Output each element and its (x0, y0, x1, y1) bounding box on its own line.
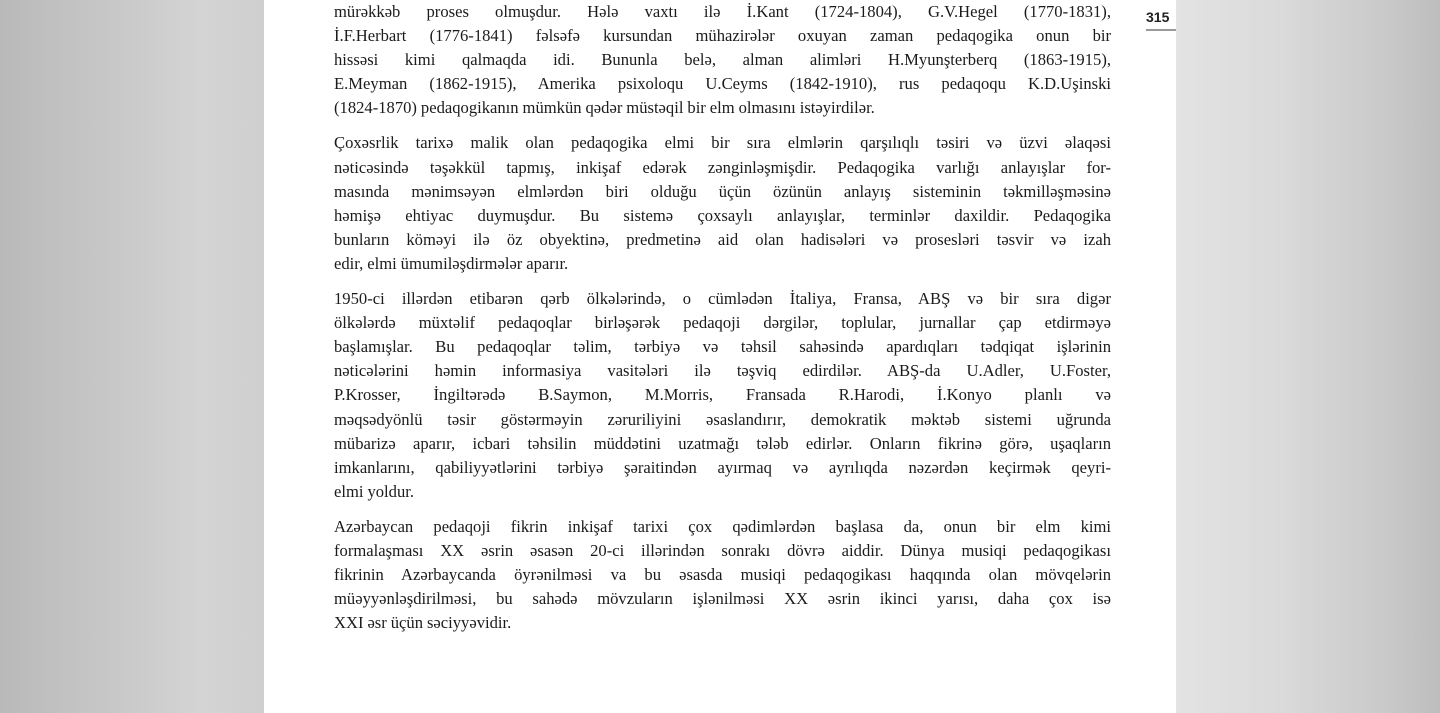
text-line: P.Krosser, İngiltərədə B.Saymon, M.Morris, Fransada R.Harodi, İ.Konyo planlı və (334, 385, 1111, 405)
text-line: bunların köməyi ilə öz obyektinə, predmetinə aid olan hadisələri və prosesləri təsvir və izah (334, 229, 1111, 249)
body-text (334, 0, 1111, 646)
text-line: imkanlarını, qabiliyyətlərini tərbiyə şəraitindən ayırmaq və ayrılıqda nəzərdən keçirmək qeyri- (334, 457, 1111, 477)
text-line: mürəkkəb proses olmuşdur. Hələ vaxtı ilə İ.Kant (1724-1804), G.V.Hegel (1770-1831), (334, 2, 1111, 21)
text-line: masında mənimsəyən elmlərdən biri olduğu üçün özünün anlayış sisteminin təkmilləşməsinə (334, 181, 1111, 201)
text-line: ölkələrdə müxtəlif pedaqoqlar birləşərək pedaqoji dərgilər, toplular, jurnallar çap etdirməyə (334, 313, 1111, 333)
background-right (1176, 0, 1440, 713)
text-line: fikrinin Azərbaycanda öyrənilməsi va bu əsasda musiqi pedaqogikası haqqında olan mövqelərin (334, 565, 1111, 585)
text-line: müəyyənləşdirilməsi, bu sahədə mövzuların işlənilməsi XX əsrin ikinci yarısı, daha çox isə (334, 589, 1111, 609)
paragraph-2 (334, 131, 1111, 276)
text-line: məqsədyönlü təsir göstərməyin zəruriliyini əsaslandırır, demokratik məktəb sistemi uğrunda (334, 409, 1111, 429)
text-line: nəticəsində təşəkkül tapmış, inkişaf edərək zənginləşmişdir. Pedaqogika varlığı anlayışlar for- (334, 157, 1111, 177)
paragraph-1 (334, 0, 1111, 120)
text-line: edir, elmi ümumiləşdirmələr aparır. (334, 253, 569, 273)
document-page (264, 0, 1176, 713)
text-line: XXI əsr üçün səciyyəvidir. (334, 613, 512, 633)
text-line: hissəsi kimi qalmaqda idi. Bununla belə, alman alimləri H.Myunşterberq (1863-1915), (334, 50, 1111, 70)
text-line: Çoxəsrlik tarixə malik olan pedaqogika elmi bir sıra elmlərin qarşılıqlı təsiri və üzvi əlaqəsi (334, 133, 1111, 153)
text-line: başlamışlar. Bu pedaqoqlar təlim, tərbiyə və təhsil sahəsində apardıqları tədqiqat işlərinin (334, 337, 1111, 357)
text-line: həmişə ehtiyac duymuşdur. Bu sistemə çoxsaylı anlayışlar, terminlər daxildir. Pedaqogika (334, 205, 1111, 225)
text-line: (1824-1870) pedaqogikanın mümkün qədər müstəqil bir elm olmasını istəyirdilər. (334, 98, 875, 118)
paragraph-3 (334, 287, 1111, 504)
text-line: Azərbaycan pedaqoji fikrin inkişaf tarixi çox qədimlərdən başlasa da, onun bir elm kimi (334, 516, 1111, 536)
paragraph-4 (334, 515, 1111, 635)
text-line: mübarizə aparır, icbari təhsilin müddətini uzatmağı tələb edirlər. Onların fikrinə görə, uşaqların (334, 433, 1111, 453)
text-line: 1950-ci illərdən etibarən qərb ölkələrində, o cümlədən İtaliya, Fransa, ABŞ və bir sıra digər (334, 289, 1111, 309)
text-line: nəticələrini həmin informasiya vasitələri ilə təşviq edirdilər. ABŞ-da U.Adler, U.Foster, (334, 361, 1111, 381)
text-line: formalaşması XX əsrin əsasən 20-ci illərindən sonrakı dövrə aiddir. Dünya musiqi pedaqogikası (334, 540, 1111, 560)
text-line: elmi yoldur. (334, 481, 414, 501)
text-line: E.Meyman (1862-1915), Amerika psixoloqu U.Ceyms (1842-1910), rus pedaqoqu K.D.Uşinski (334, 74, 1111, 94)
text-line: İ.F.Herbart (1776-1841) fəlsəfə kursundan mühazirələr oxuyan zaman pedaqogika onun bir (334, 26, 1111, 46)
page-number: 315 (1146, 9, 1176, 31)
